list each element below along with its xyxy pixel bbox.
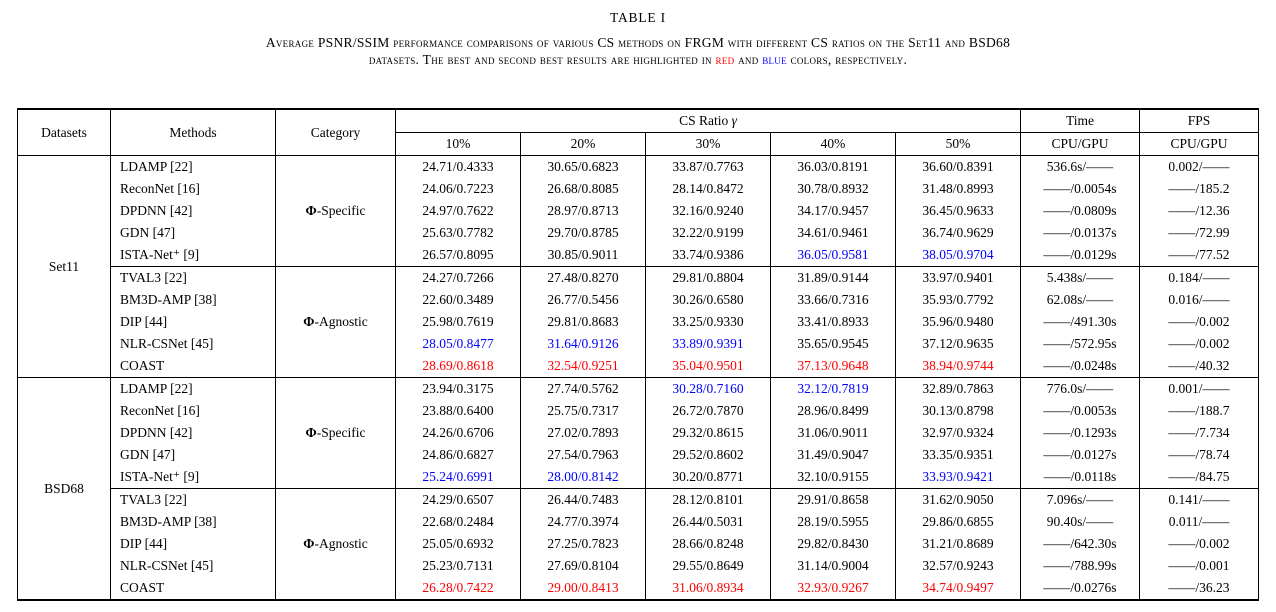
category-cell [276, 267, 396, 378]
method-cell: TVAL3 [22] [111, 267, 276, 290]
psnr-ssim-cell: 24.06/0.7223 [396, 178, 521, 200]
psnr-ssim-cell: 27.25/0.7823 [521, 533, 646, 555]
phi-symbol: Φ [305, 203, 317, 218]
caption-text: and [734, 52, 763, 67]
psnr-ssim-cell: 37.13/0.9648 [771, 355, 896, 378]
time-cell: ——/491.30s [1021, 311, 1140, 333]
psnr-ssim-cell: 34.61/0.9461 [771, 222, 896, 244]
psnr-ssim-cell: 23.88/0.6400 [396, 400, 521, 422]
table-row [18, 333, 1259, 355]
time-cell: ——/572.95s [1021, 333, 1140, 355]
dataset-cell: BSD68 [18, 378, 111, 601]
fps-cell: ——/0.002 [1140, 333, 1259, 355]
ratio-header-10: 10% [396, 133, 521, 156]
psnr-ssim-cell: 30.28/0.7160 [646, 378, 771, 401]
psnr-ssim-cell: 27.48/0.8270 [521, 267, 646, 290]
psnr-ssim-cell: 33.25/0.9330 [646, 311, 771, 333]
category-cell [276, 156, 396, 267]
psnr-ssim-cell: 32.54/0.9251 [521, 355, 646, 378]
category-label: -Agnostic [314, 314, 368, 329]
time-cell: 90.40s/—— [1021, 511, 1140, 533]
psnr-ssim-cell: 37.12/0.9635 [896, 333, 1021, 355]
fps-cell: 0.016/—— [1140, 289, 1259, 311]
psnr-ssim-cell: 30.78/0.8932 [771, 178, 896, 200]
col-header-datasets: Datasets [18, 109, 111, 156]
method-cell: ISTA-Net⁺ [9] [111, 466, 276, 489]
psnr-ssim-cell: 38.94/0.9744 [896, 355, 1021, 378]
dataset-cell: Set11 [18, 156, 111, 378]
psnr-ssim-cell: 26.44/0.5031 [646, 511, 771, 533]
fps-cell: ——/0.002 [1140, 311, 1259, 333]
psnr-ssim-cell: 31.89/0.9144 [771, 267, 896, 290]
psnr-ssim-cell: 32.22/0.9199 [646, 222, 771, 244]
psnr-ssim-cell: 26.44/0.7483 [521, 489, 646, 512]
table-row [18, 489, 1259, 512]
method-cell: NLR-CSNet [45] [111, 333, 276, 355]
fps-cell: ——/7.734 [1140, 422, 1259, 444]
method-cell: BM3D-AMP [38] [111, 511, 276, 533]
method-cell: GDN [47] [111, 222, 276, 244]
psnr-ssim-cell: 26.28/0.7422 [396, 577, 521, 600]
psnr-ssim-cell: 33.89/0.9391 [646, 333, 771, 355]
psnr-ssim-cell: 31.64/0.9126 [521, 333, 646, 355]
time-cell: ——/0.0276s [1021, 577, 1140, 600]
psnr-ssim-cell: 28.12/0.8101 [646, 489, 771, 512]
psnr-ssim-cell: 32.57/0.9243 [896, 555, 1021, 577]
psnr-ssim-cell: 28.66/0.8248 [646, 533, 771, 555]
time-cell: 62.08s/—— [1021, 289, 1140, 311]
psnr-ssim-cell: 35.96/0.9480 [896, 311, 1021, 333]
table-row [18, 555, 1259, 577]
psnr-ssim-cell: 35.04/0.9501 [646, 355, 771, 378]
psnr-ssim-cell: 26.68/0.8085 [521, 178, 646, 200]
psnr-ssim-cell: 31.49/0.9047 [771, 444, 896, 466]
phi-symbol: Φ [303, 314, 315, 329]
psnr-ssim-cell: 32.10/0.9155 [771, 466, 896, 489]
psnr-ssim-cell: 24.71/0.4333 [396, 156, 521, 179]
psnr-ssim-cell: 30.85/0.9011 [521, 244, 646, 267]
category-cell [276, 489, 396, 601]
method-cell: ISTA-Net⁺ [9] [111, 244, 276, 267]
fps-cell: 0.141/—— [1140, 489, 1259, 512]
psnr-ssim-cell: 36.03/0.8191 [771, 156, 896, 179]
psnr-ssim-cell: 29.91/0.8658 [771, 489, 896, 512]
fps-cell: 0.002/—— [1140, 156, 1259, 179]
time-cell: ——/0.0129s [1021, 244, 1140, 267]
fps-cell: ——/72.99 [1140, 222, 1259, 244]
psnr-ssim-cell: 36.60/0.8391 [896, 156, 1021, 179]
table-row [18, 422, 1259, 444]
method-cell: ReconNet [16] [111, 178, 276, 200]
psnr-ssim-cell: 28.19/0.5955 [771, 511, 896, 533]
psnr-ssim-cell: 29.32/0.8615 [646, 422, 771, 444]
psnr-ssim-cell: 24.26/0.6706 [396, 422, 521, 444]
gamma-symbol: γ [731, 113, 737, 128]
psnr-ssim-cell: 33.93/0.9421 [896, 466, 1021, 489]
psnr-ssim-cell: 22.60/0.3489 [396, 289, 521, 311]
table-title: TABLE I [610, 10, 666, 25]
psnr-ssim-cell: 28.96/0.8499 [771, 400, 896, 422]
table-row [18, 466, 1259, 489]
method-cell: LDAMP [22] [111, 378, 276, 401]
method-cell: DIP [44] [111, 533, 276, 555]
caption-line-2 [0, 51, 1276, 68]
phi-symbol: Φ [305, 425, 317, 440]
table-body [18, 156, 1259, 601]
col-header-methods: Methods [111, 109, 276, 156]
fps-cell: ——/0.001 [1140, 555, 1259, 577]
psnr-ssim-cell: 30.26/0.6580 [646, 289, 771, 311]
table-row [18, 533, 1259, 555]
category-label: -Specific [316, 425, 366, 440]
time-cell: 5.438s/—— [1021, 267, 1140, 290]
psnr-ssim-cell: 31.06/0.8934 [646, 577, 771, 600]
psnr-ssim-cell: 26.57/0.8095 [396, 244, 521, 267]
psnr-ssim-cell: 32.93/0.9267 [771, 577, 896, 600]
table-row [18, 178, 1259, 200]
psnr-ssim-cell: 33.66/0.7316 [771, 289, 896, 311]
time-cell: 7.096s/—— [1021, 489, 1140, 512]
fps-cell: 0.011/—— [1140, 511, 1259, 533]
table-row [18, 378, 1259, 401]
fps-cpu-gpu-header: CPU/GPU [1140, 133, 1259, 156]
psnr-ssim-cell: 25.63/0.7782 [396, 222, 521, 244]
caption-text: datasets. The best and second best results are highlighted in [368, 52, 716, 67]
time-cell: ——/788.99s [1021, 555, 1140, 577]
col-header-fps: FPS [1140, 109, 1259, 133]
psnr-ssim-cell: 25.98/0.7619 [396, 311, 521, 333]
caption-text: colors, respectively. [786, 52, 908, 67]
ratio-header-20: 20% [521, 133, 646, 156]
psnr-ssim-cell: 22.68/0.2484 [396, 511, 521, 533]
psnr-ssim-cell: 29.81/0.8683 [521, 311, 646, 333]
psnr-ssim-cell: 31.48/0.8993 [896, 178, 1021, 200]
psnr-ssim-cell: 34.17/0.9457 [771, 200, 896, 222]
psnr-ssim-cell: 29.00/0.8413 [521, 577, 646, 600]
psnr-ssim-cell: 27.69/0.8104 [521, 555, 646, 577]
time-cell: ——/642.30s [1021, 533, 1140, 555]
psnr-ssim-cell: 29.82/0.8430 [771, 533, 896, 555]
psnr-ssim-cell: 31.21/0.8689 [896, 533, 1021, 555]
category-label: -Agnostic [314, 536, 368, 551]
fps-cell: 0.001/—— [1140, 378, 1259, 401]
method-cell: GDN [47] [111, 444, 276, 466]
psnr-ssim-cell: 24.29/0.6507 [396, 489, 521, 512]
fps-cell: ——/0.002 [1140, 533, 1259, 555]
method-cell: TVAL3 [22] [111, 489, 276, 512]
psnr-ssim-cell: 29.52/0.8602 [646, 444, 771, 466]
table-row [18, 156, 1259, 179]
psnr-ssim-cell: 28.14/0.8472 [646, 178, 771, 200]
table-row [18, 267, 1259, 290]
time-cpu-gpu-header: CPU/GPU [1021, 133, 1140, 156]
psnr-ssim-cell: 30.13/0.8798 [896, 400, 1021, 422]
category-cell [276, 378, 396, 489]
method-cell: NLR-CSNet [45] [111, 555, 276, 577]
psnr-ssim-cell: 25.24/0.6991 [396, 466, 521, 489]
psnr-ssim-cell: 27.74/0.5762 [521, 378, 646, 401]
psnr-ssim-cell: 35.93/0.7792 [896, 289, 1021, 311]
time-cell: ——/0.0248s [1021, 355, 1140, 378]
method-cell: BM3D-AMP [38] [111, 289, 276, 311]
caption-red-word: red [715, 52, 735, 67]
ratio-header-50: 50% [896, 133, 1021, 156]
time-cell: ——/0.0054s [1021, 178, 1140, 200]
psnr-ssim-cell: 31.06/0.9011 [771, 422, 896, 444]
psnr-ssim-cell: 29.81/0.8804 [646, 267, 771, 290]
table-caption [0, 34, 1276, 68]
psnr-ssim-cell: 25.75/0.7317 [521, 400, 646, 422]
psnr-ssim-cell: 36.05/0.9581 [771, 244, 896, 267]
time-cell: ——/0.0118s [1021, 466, 1140, 489]
fps-cell: ——/84.75 [1140, 466, 1259, 489]
psnr-ssim-cell: 29.70/0.8785 [521, 222, 646, 244]
table-row [18, 311, 1259, 333]
time-cell: ——/0.0809s [1021, 200, 1140, 222]
phi-symbol: Φ [303, 536, 315, 551]
fps-cell: ——/188.7 [1140, 400, 1259, 422]
caption-blue-word: blue [762, 52, 787, 67]
results-table [17, 108, 1259, 601]
method-cell: DPDNN [42] [111, 200, 276, 222]
method-cell: ReconNet [16] [111, 400, 276, 422]
psnr-ssim-cell: 25.23/0.7131 [396, 555, 521, 577]
time-cell: 776.0s/—— [1021, 378, 1140, 401]
header-row-1 [18, 109, 1259, 133]
time-cell: 536.6s/—— [1021, 156, 1140, 179]
psnr-ssim-cell: 29.55/0.8649 [646, 555, 771, 577]
psnr-ssim-cell: 33.87/0.7763 [646, 156, 771, 179]
ratio-header-30: 30% [646, 133, 771, 156]
psnr-ssim-cell: 24.27/0.7266 [396, 267, 521, 290]
psnr-ssim-cell: 35.65/0.9545 [771, 333, 896, 355]
fps-cell: ——/78.74 [1140, 444, 1259, 466]
time-cell: ——/0.0137s [1021, 222, 1140, 244]
psnr-ssim-cell: 31.14/0.9004 [771, 555, 896, 577]
category-label: -Specific [316, 203, 366, 218]
psnr-ssim-cell: 32.89/0.7863 [896, 378, 1021, 401]
psnr-ssim-cell: 27.02/0.7893 [521, 422, 646, 444]
psnr-ssim-cell: 30.20/0.8771 [646, 466, 771, 489]
psnr-ssim-cell: 29.86/0.6855 [896, 511, 1021, 533]
time-cell: ——/0.1293s [1021, 422, 1140, 444]
fps-cell: ——/36.23 [1140, 577, 1259, 600]
fps-cell: ——/185.2 [1140, 178, 1259, 200]
psnr-ssim-cell: 28.05/0.8477 [396, 333, 521, 355]
psnr-ssim-cell: 24.77/0.3974 [521, 511, 646, 533]
col-header-time: Time [1021, 109, 1140, 133]
fps-cell: 0.184/—— [1140, 267, 1259, 290]
psnr-ssim-cell: 24.86/0.6827 [396, 444, 521, 466]
psnr-ssim-cell: 36.74/0.9629 [896, 222, 1021, 244]
psnr-ssim-cell: 24.97/0.7622 [396, 200, 521, 222]
table-row [18, 400, 1259, 422]
fps-cell: ——/77.52 [1140, 244, 1259, 267]
method-cell: DIP [44] [111, 311, 276, 333]
psnr-ssim-cell: 32.12/0.7819 [771, 378, 896, 401]
table-row [18, 355, 1259, 378]
time-cell: ——/0.0053s [1021, 400, 1140, 422]
psnr-ssim-cell: 38.05/0.9704 [896, 244, 1021, 267]
psnr-ssim-cell: 26.72/0.7870 [646, 400, 771, 422]
method-cell: LDAMP [22] [111, 156, 276, 179]
method-cell: COAST [111, 577, 276, 600]
psnr-ssim-cell: 28.69/0.8618 [396, 355, 521, 378]
time-cell: ——/0.0127s [1021, 444, 1140, 466]
caption-line-1: Average PSNR/SSIM performance comparisons of various CS methods on FRGM with different CS ratios on the Set11 and BSD68 [265, 35, 1011, 50]
psnr-ssim-cell: 33.97/0.9401 [896, 267, 1021, 290]
psnr-ssim-cell: 33.41/0.8933 [771, 311, 896, 333]
table-row [18, 511, 1259, 533]
psnr-ssim-cell: 30.65/0.6823 [521, 156, 646, 179]
fps-cell: ——/12.36 [1140, 200, 1259, 222]
psnr-ssim-cell: 31.62/0.9050 [896, 489, 1021, 512]
cs-ratio-label: CS Ratio [679, 113, 732, 128]
psnr-ssim-cell: 36.45/0.9633 [896, 200, 1021, 222]
table-row [18, 577, 1259, 600]
col-header-category: Category [276, 109, 396, 156]
method-cell: COAST [111, 355, 276, 378]
table-row [18, 444, 1259, 466]
col-header-cs-ratio [396, 109, 1021, 133]
psnr-ssim-cell: 33.35/0.9351 [896, 444, 1021, 466]
psnr-ssim-cell: 33.74/0.9386 [646, 244, 771, 267]
psnr-ssim-cell: 26.77/0.5456 [521, 289, 646, 311]
table-row [18, 244, 1259, 267]
psnr-ssim-cell: 25.05/0.6932 [396, 533, 521, 555]
psnr-ssim-cell: 27.54/0.7963 [521, 444, 646, 466]
psnr-ssim-cell: 34.74/0.9497 [896, 577, 1021, 600]
method-cell: DPDNN [42] [111, 422, 276, 444]
psnr-ssim-cell: 28.00/0.8142 [521, 466, 646, 489]
psnr-ssim-cell: 23.94/0.3175 [396, 378, 521, 401]
psnr-ssim-cell: 32.97/0.9324 [896, 422, 1021, 444]
psnr-ssim-cell: 32.16/0.9240 [646, 200, 771, 222]
table-row [18, 222, 1259, 244]
table-row [18, 289, 1259, 311]
ratio-header-40: 40% [771, 133, 896, 156]
table-row [18, 200, 1259, 222]
fps-cell: ——/40.32 [1140, 355, 1259, 378]
psnr-ssim-cell: 28.97/0.8713 [521, 200, 646, 222]
